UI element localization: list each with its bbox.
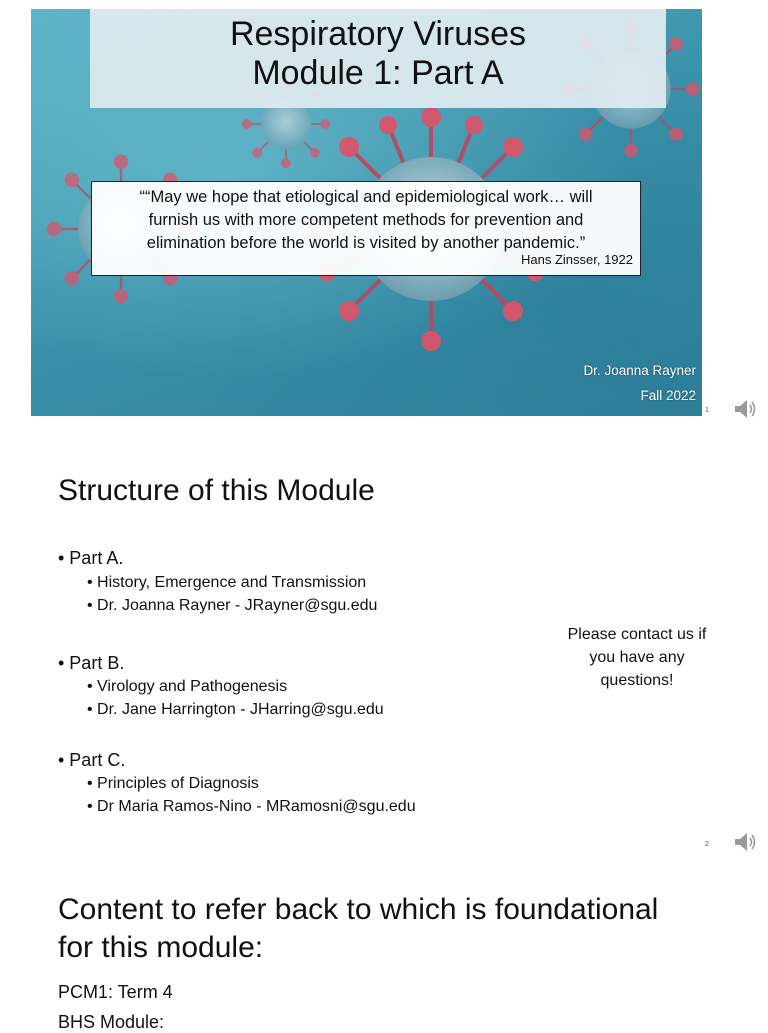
quote-box <box>91 181 641 276</box>
list-subitem-email[interactable]: • Dr Maria Ramos-Nino - MRamosni@sgu.edu <box>87 798 416 815</box>
contact-line: you have any <box>589 649 685 666</box>
slide-title-box <box>90 9 666 108</box>
slide-title <box>58 891 738 967</box>
speaker-audio-icon[interactable] <box>732 829 758 855</box>
contact-line: Please contact us if <box>567 626 707 643</box>
slide-title-line2: for this module: <box>58 931 264 964</box>
contact-note <box>557 623 717 692</box>
speaker-audio-icon[interactable] <box>732 396 758 422</box>
list-subitem-email[interactable]: • Dr. Joanna Rayner - JRayner@sgu.edu <box>87 597 378 614</box>
quote-line: ““May we hope that etiological and epidemiological work… will <box>139 188 593 206</box>
title-slide <box>31 9 702 416</box>
slide-title-line1: Content to refer back to which is foundational <box>58 893 659 926</box>
list-item-part-c: • Part C. <box>58 750 126 770</box>
list-subitem-email[interactable]: • Dr. Jane Harrington - JHarring@sgu.edu <box>87 701 384 718</box>
slide-title: Structure of this Module <box>58 474 375 507</box>
slide-title-line1: Respiratory Viruses <box>229 15 527 53</box>
list-subitem: • Virology and Pathogenesis <box>87 678 288 695</box>
contact-line: questions! <box>600 672 674 689</box>
list-item-part-b: • Part B. <box>58 653 125 673</box>
quote-attribution: Hans Zinsser, 1922 <box>520 252 633 267</box>
slide-number: 2 <box>705 841 709 848</box>
slide-number: 1 <box>705 407 709 414</box>
list-item-part-a: • Part A. <box>58 548 124 568</box>
content-line: PCM1: Term 4 <box>58 982 173 1002</box>
quote-line: furnish us with more competent methods for prevention and <box>148 211 584 229</box>
slide-title-line2: Module 1: Part A <box>252 54 504 92</box>
list-subitem: • Principles of Diagnosis <box>87 775 259 792</box>
quote-line: elimination before the world is visited by another pandemic.” <box>146 234 586 252</box>
content-line: BHS Module: <box>58 1012 165 1032</box>
term-label: Fall 2022 <box>640 388 696 403</box>
list-subitem: • History, Emergence and Transmission <box>87 574 367 591</box>
author-name: Dr. Joanna Rayner <box>583 363 696 378</box>
